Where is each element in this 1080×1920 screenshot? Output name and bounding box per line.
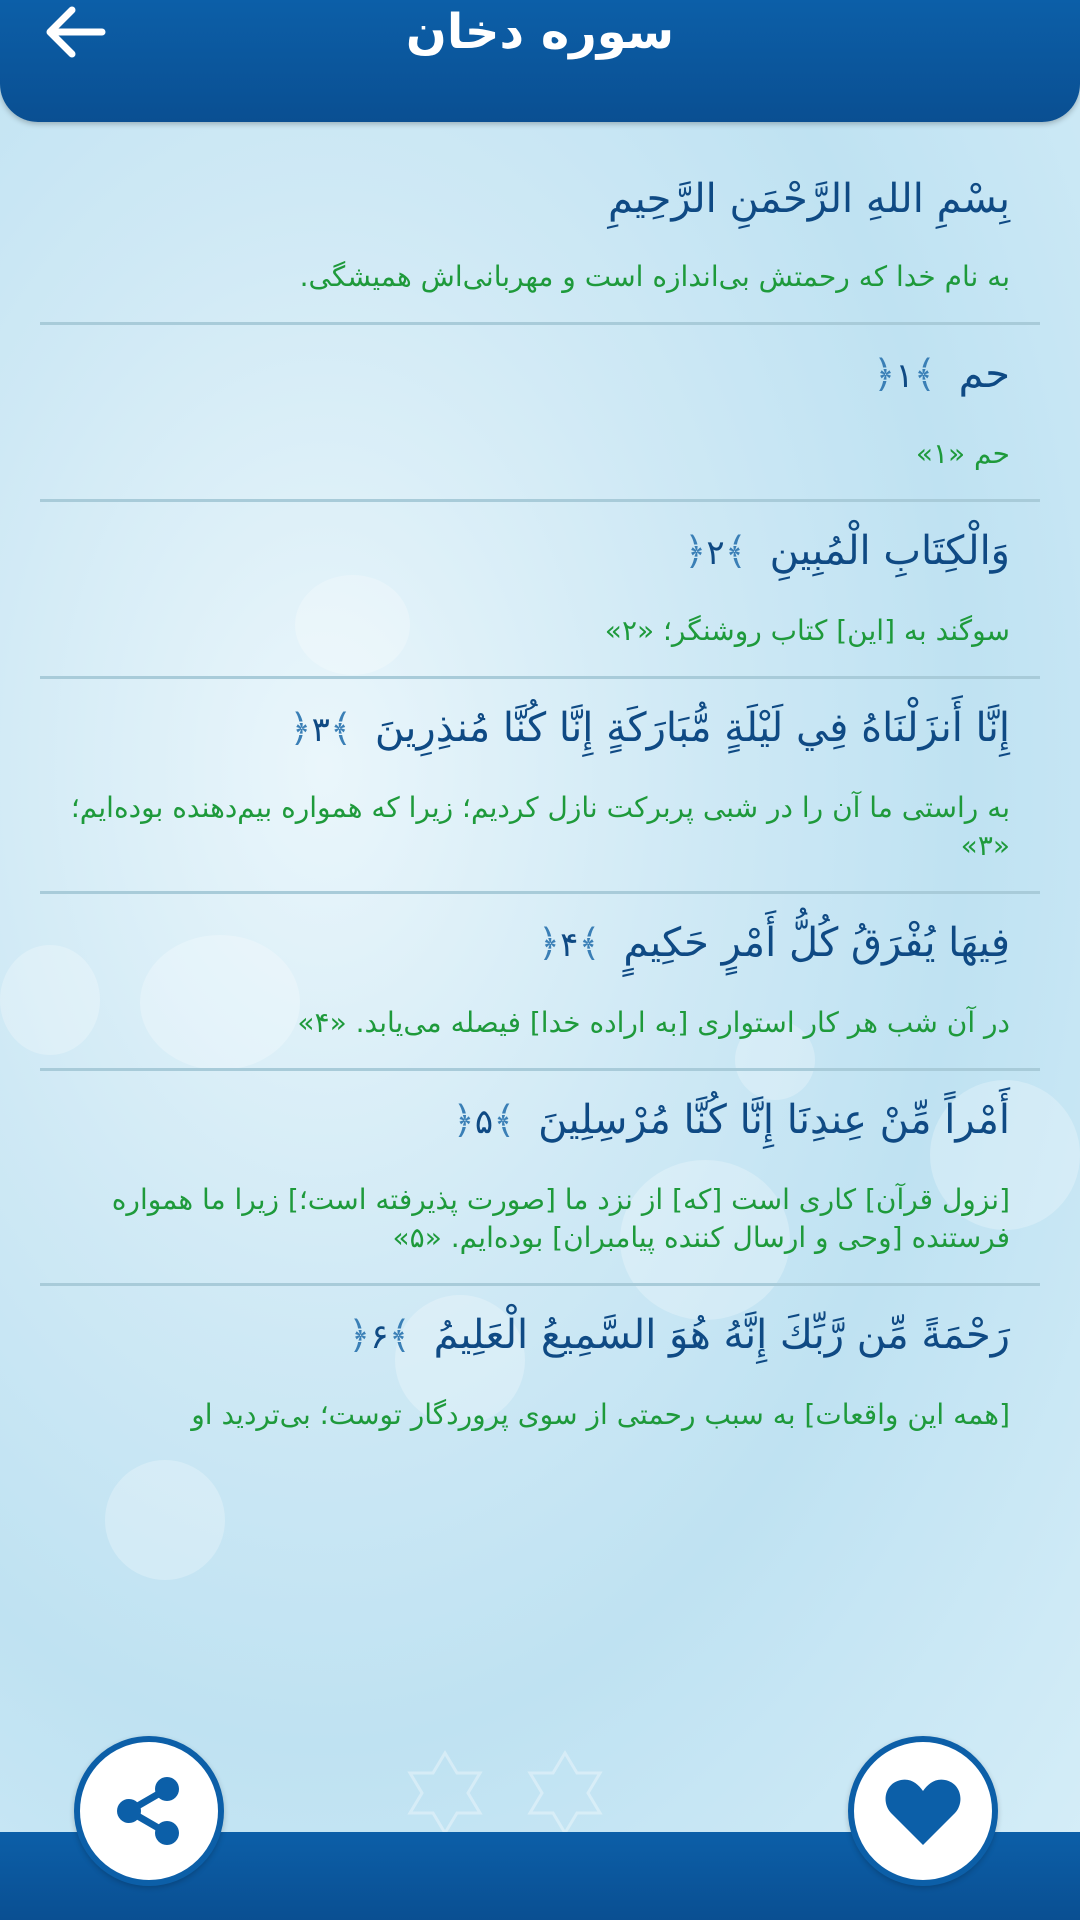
verse-list[interactable]: [40, 150, 1040, 1725]
verse-number: ﴾۵﴿: [452, 1098, 516, 1142]
verse-number: ﴾٢﴿: [684, 529, 747, 573]
verse-item: [40, 679, 1040, 894]
arabic-text: رَحْمَةً مِّن رَّبِّكَ إِنَّهُ هُوَ السَّمِيعُ الْعَلِيمُ ﴾۶﴿: [70, 1298, 1010, 1374]
translation-text: [همه این واقعات] به سبب رحمتی از سوی پروردگار توست؛ بی‌تردید او: [191, 1398, 1010, 1431]
ornament-icon: [400, 1748, 490, 1838]
favorite-button[interactable]: [848, 1736, 998, 1886]
verse-number: ﴾٣﴿: [289, 706, 353, 750]
arabic-text: أَمْراً مِّنْ عِندِنَا إِنَّا كُنَّا مُرْسِلِينَ ﴾۵﴿: [70, 1083, 1010, 1159]
translation-text: به نام خدا که رحمتش بی‌اندازه است و مهربانی‌اش همیشگی.: [299, 260, 1010, 293]
verse-number: ﴾۶﴿: [348, 1313, 411, 1357]
page-title: سوره دخان: [405, 4, 675, 60]
translation-text: حم «۱»: [915, 437, 1010, 470]
arabic-text: حم ﴾١﴿: [70, 337, 1010, 413]
arabic-text: بِسْمِ اللهِ الرَّحْمَنِ الرَّحِيمِ: [607, 176, 1010, 222]
share-icon: [109, 1771, 189, 1851]
ornament-icon: [520, 1748, 610, 1838]
arabic-text: وَالْكِتَابِ الْمُبِينِ ﴾٢﴿: [70, 514, 1010, 590]
arabic-text: فِيهَا يُفْرَقُ كُلُّ أَمْرٍ حَكِيمٍ ﴾۴﴿: [70, 906, 1010, 982]
verse-item: [40, 1071, 1040, 1286]
share-button[interactable]: [74, 1736, 224, 1886]
app-header: [0, 0, 1080, 122]
verse-number: ﴾١﴿: [873, 352, 936, 396]
heart-icon: [883, 1775, 963, 1847]
translation-text: به راستی ما آن را در شبی پربرکت نازل کردیم؛ زیرا که همواره بیم‌دهنده بوده‌ایم؛ «۳»: [70, 791, 1010, 862]
verse-number: ﴾۴﴿: [537, 921, 601, 965]
verse-item: [40, 502, 1040, 679]
verse-item: [40, 325, 1040, 502]
arabic-text: إِنَّا أَنزَلْنَاهُ فِي لَيْلَةٍ مُّبَارَكَةٍ إِنَّا كُنَّا مُنذِرِينَ ﴾٣﴿: [70, 691, 1010, 767]
verse-item: [40, 150, 1040, 325]
translation-text: سوگند به [این] کتاب روشنگر؛ «۲»: [604, 614, 1010, 647]
translation-text: [نزول قرآن] کاری است [که] از نزد ما [صورت پذیرفته است؛] زیرا ما همواره فرستنده [وحی و ارسال کننده پیامبران] بوده‌ایم. «۵»: [111, 1183, 1010, 1254]
verse-item: [40, 894, 1040, 1071]
translation-text: در آن شب هر کار استواری [به اراده خدا] فیصله می‌یابد. «۴»: [297, 1006, 1010, 1039]
verse-item: [40, 1286, 1040, 1460]
